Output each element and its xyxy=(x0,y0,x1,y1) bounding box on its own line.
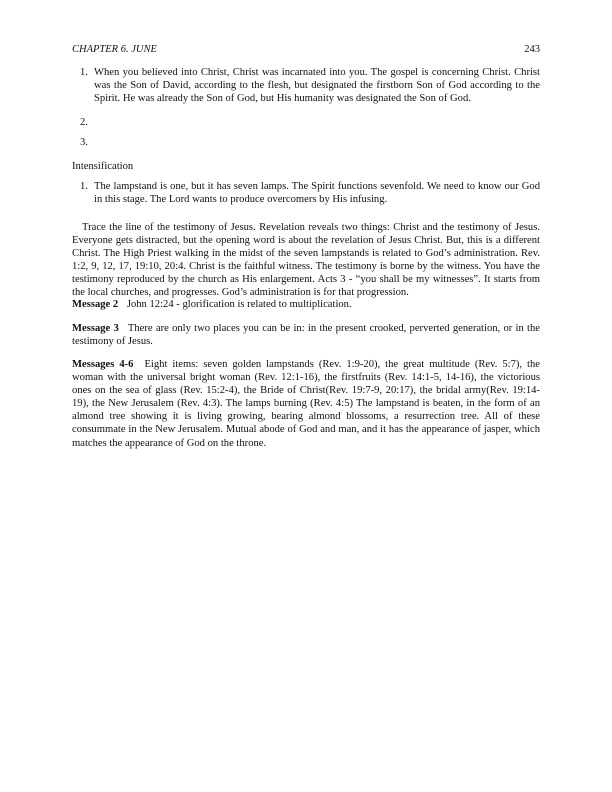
list-item xyxy=(72,116,540,129)
page-number: 243 xyxy=(524,44,540,55)
list-item xyxy=(72,66,540,105)
message-label: Message 2 xyxy=(72,299,119,310)
numbered-list xyxy=(72,180,540,206)
list-text: When you believed into Christ, Christ was incarnated into you. The gospel is concerning Christ. Christ was the Son of David, according to the flesh, but designated the firstborn Son of God according to the Spirit. He was already the Son of God, but His humanity was designated the Son of God. xyxy=(94,67,540,105)
section-heading: Intensification xyxy=(72,161,134,172)
message-paragraph xyxy=(72,298,540,311)
message-label: Messages 4-6 xyxy=(72,359,134,370)
list-number: 1. xyxy=(80,181,88,192)
message-paragraph xyxy=(72,322,540,348)
numbered-list xyxy=(72,66,540,149)
list-number: 3. xyxy=(80,137,88,149)
body-paragraph: Trace the line of the testimony of Jesus. Revelation reveals two things: Christ and the testimony of Jesus. Everyone gets distracted, but the opening word is about the revelation of Jesus Christ. But, this is a different Christ. The High Priest walking in the midst of the seven lampstands is related to God’s administration. Rev. 1:2, 9, 12, 17, 19:10, 20:4. Christ is the faithful witness. The testimony is borne by the witness. You have the testimony reproduced by the church as His enlargement. Acts 3 - “you shall be my witnesses”. It starts from the local churches, and progresses. God’s administration is for that progression. xyxy=(72,222,540,299)
list-text: The lampstand is one, but it has seven lamps. The Spirit functions sevenfold. We need to know our God in this stage. The Lord wants to produce overcomers by His infusing. xyxy=(94,181,540,206)
chapter-title: CHAPTER 6. JUNE xyxy=(72,44,157,55)
message-paragraph xyxy=(72,358,540,450)
list-item xyxy=(72,136,540,149)
message-text: Eight items: seven golden lampstands (Rev. 1:9-20), the great multitude (Rev. 5:7), the woman with the universal bright woman (Rev. 12:1-16), the firstfruits (Rev. 14:1-5, 14-16), the victorious ones on the sea of glass (Rev. 15:2-4), the Bride of Christ(Rev. 19:7-9, 20:17), the bridal army(Rev. 19:14-19), the New Jerusalem (Rev. 4:3). The lamps burning (Rev. 4:5) The lampstand is beaten, in the form of an almond tree showing it is living growing, bearing almond blossoms, a resurrection tree. All of these consummate in the New Jerusalem. Mutual abode of God and man, and it has the appearance of jasper, which matches the appearance of God on the throne. xyxy=(72,359,540,449)
running-header xyxy=(72,44,540,55)
list-number: 1. xyxy=(80,67,88,78)
message-text: There are only two places you can be in: in the present crooked, perverted generation, or in the testimony of Jesus. xyxy=(72,323,540,348)
message-text: John 12:24 - glorification is related to multiplication. xyxy=(126,299,352,310)
list-number: 2. xyxy=(80,117,88,129)
message-label: Message 3 xyxy=(72,323,119,334)
list-item xyxy=(72,180,540,206)
